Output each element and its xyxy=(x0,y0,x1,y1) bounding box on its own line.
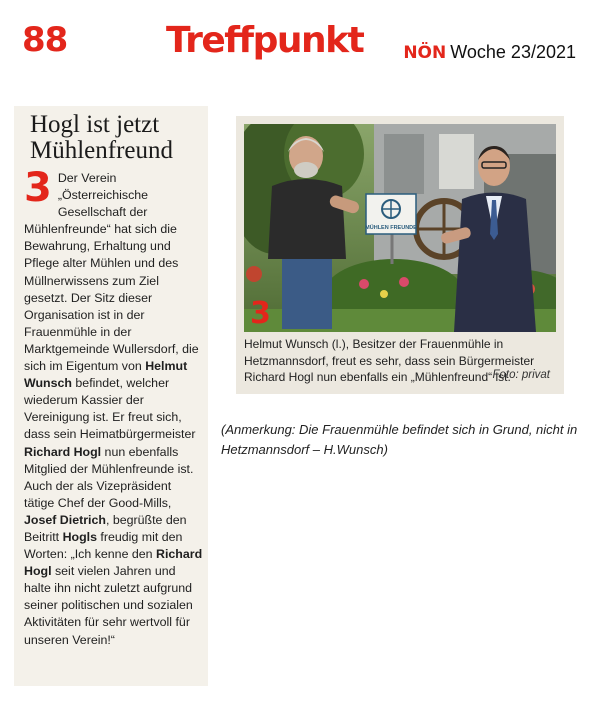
page-number: 88 xyxy=(22,20,68,60)
photo-number: 3 xyxy=(250,296,271,331)
newspaper-brand: NÖN xyxy=(403,43,447,63)
photo-caption: Helmut Wunsch (l.), Besitzer der Frauenmühle in Hetzmannsdorf, freut es sehr, dass sein Bürgermeister Richard Hogl nun ebenfalls ein „Mühlenfreund“ ist. xyxy=(244,337,535,384)
article-text-run: freudig mit den Worten: „Ich kenne den xyxy=(24,529,183,562)
photo-credit: Foto: privat xyxy=(492,369,550,381)
article-text-run: Der Verein „Österreichische Gesellschaft der Mühlenfreunde“ hat sich die Bewahrung, Erhaltung und Pflege alter Mühlen und des Müllnerwissens zum Ziel gesetzt. Der Sitz dieser Organisation ist in der Frauenmühle in der Marktgemeinde Wullersdorf, die sich im Eigentum von xyxy=(24,171,199,374)
article-name-bold: Hogls xyxy=(62,529,97,544)
article-name-bold: Richard Hogl xyxy=(24,444,102,459)
article-text-run: nun ebenfalls Mitglied der Mühlenfreunde ist. Auch der als Vizepräsident tätige Chef der Good-Mills, xyxy=(24,444,194,510)
sign-text: MÜHLEN FREUNDE xyxy=(365,225,417,231)
article-body xyxy=(24,165,204,649)
article-text-run: , begrüßte den Beitritt xyxy=(24,512,187,544)
article-name-bold: Helmut Wunsch xyxy=(24,359,188,391)
photo xyxy=(244,124,556,332)
article-text-run: befindet, welcher wiederum Kassier der Vereinigung ist. Er freut sich, dass sein Heimatbürgermeister xyxy=(24,376,196,442)
issue-week: Woche 23/2021 xyxy=(450,42,576,62)
editor-note: (Anmerkung: Die Frauenmühle befindet sich in Grund, nicht in Hetzmannsdorf – H.Wunsch) xyxy=(221,422,578,457)
article-name-bold: Richard Hogl xyxy=(24,547,203,579)
article-headline: Hogl ist jetzt Mühlenfreund xyxy=(30,111,174,164)
article-text-run: seit vielen Jahren und halte ihn nicht zuletzt aufgrund seiner politischen und sozialen Aktivitäten für sehr wertvoll für unseren Verein!“ xyxy=(24,564,193,647)
article-number: 3 xyxy=(24,165,52,211)
article-name-bold: Josef Dietrich xyxy=(24,512,106,527)
section-title: Treffpunkt xyxy=(166,20,364,61)
issue-info xyxy=(403,42,576,63)
